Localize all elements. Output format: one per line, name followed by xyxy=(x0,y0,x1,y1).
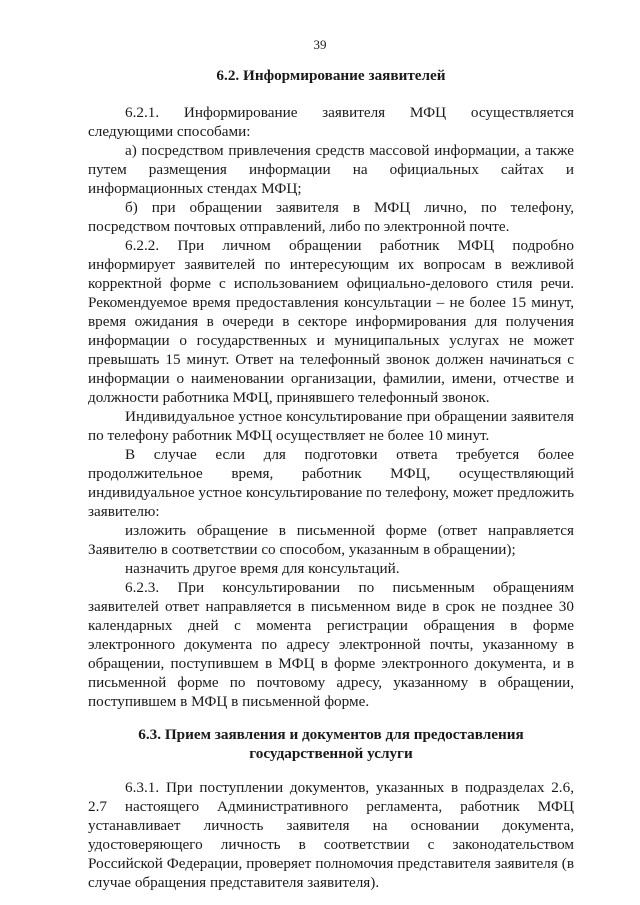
paragraph-other-time: назначить другое время для консультаций. xyxy=(125,560,400,577)
paragraph-6-3-1: 6.3.1. При поступлении документов, указанных в подразделах 2.6, 2.7 настоящего Административного регламента, работник МФЦ устанавливает личность заявителя на основании документа, удостоверяющего личность в соответствии с законодательством Российской Федерации, проверяет полномочия представителя заявителя (в случае обращения представителя заявителя). xyxy=(88,779,574,891)
paragraph-phone-consult: Индивидуальное устное консультирование при обращении заявителя по телефону работник МФЦ осуществляет не более 10 минут. xyxy=(88,408,574,444)
section-heading-6-3-line2: государственной услуги xyxy=(249,745,413,762)
paragraph-longer-time: В случае если для подготовки ответа требуется более продолжительное время, работник МФЦ, осуществляющий индивидуальное устное консультирование по телефону, может предложить заявителю: xyxy=(88,446,574,520)
section-heading-6-3 xyxy=(88,725,574,763)
section-heading-6-3-line1: 6.3. Прием заявления и документов для предоставления xyxy=(138,726,524,743)
paragraph-6-2-1-b: б) при обращении заявителя в МФЦ лично, по телефону, посредством почтовых отправлений, либо по электронной почте. xyxy=(88,199,574,235)
paragraph-6-2-3: 6.2.3. При консультировании по письменным обращениям заявителей ответ направляется в письменном виде в срок не позднее 30 календарных дней с момента регистрации обращения в форме электронного документа по адресу электронной почты, указанному в обращении, поступившем в МФЦ в форме электронного документа, и в письменной форме по почтовому адресу, указанному в обращении, поступившем в МФЦ в письменной форме. xyxy=(88,579,574,710)
paragraph-6-2-1-a: а) посредством привлечения средств массовой информации, а также путем размещения информации на официальных сайтах и информационных стендах МФЦ; xyxy=(88,142,574,197)
document-body xyxy=(88,62,574,892)
paragraph-written-form: изложить обращение в письменной форме (ответ направляется Заявителю в соответствии со способом, указанным в обращении); xyxy=(88,522,574,558)
section-heading-6-2: 6.2. Информирование заявителей xyxy=(216,67,446,84)
page-number: 39 xyxy=(313,37,327,52)
paragraph-6-2-1: 6.2.1. Информирование заявителя МФЦ осуществляется следующими способами: xyxy=(88,104,574,140)
paragraph-6-2-2: 6.2.2. При личном обращении работник МФЦ подробно информирует заявителей по интересующим их вопросам в вежливой корректной форме с использованием официально-делового стиля речи. Рекомендуемое время предоставления консультации – не более 15 минут, время ожидания в очереди в секторе информирования для получения информации о государственных и муниципальных услугах не может превышать 15 минут. Ответ на телефонный звонок должен начинаться с информации о наименовании организации, фамилии, имени, отчестве и должности работника МФЦ, принявшего телефонный звонок. xyxy=(88,237,574,406)
